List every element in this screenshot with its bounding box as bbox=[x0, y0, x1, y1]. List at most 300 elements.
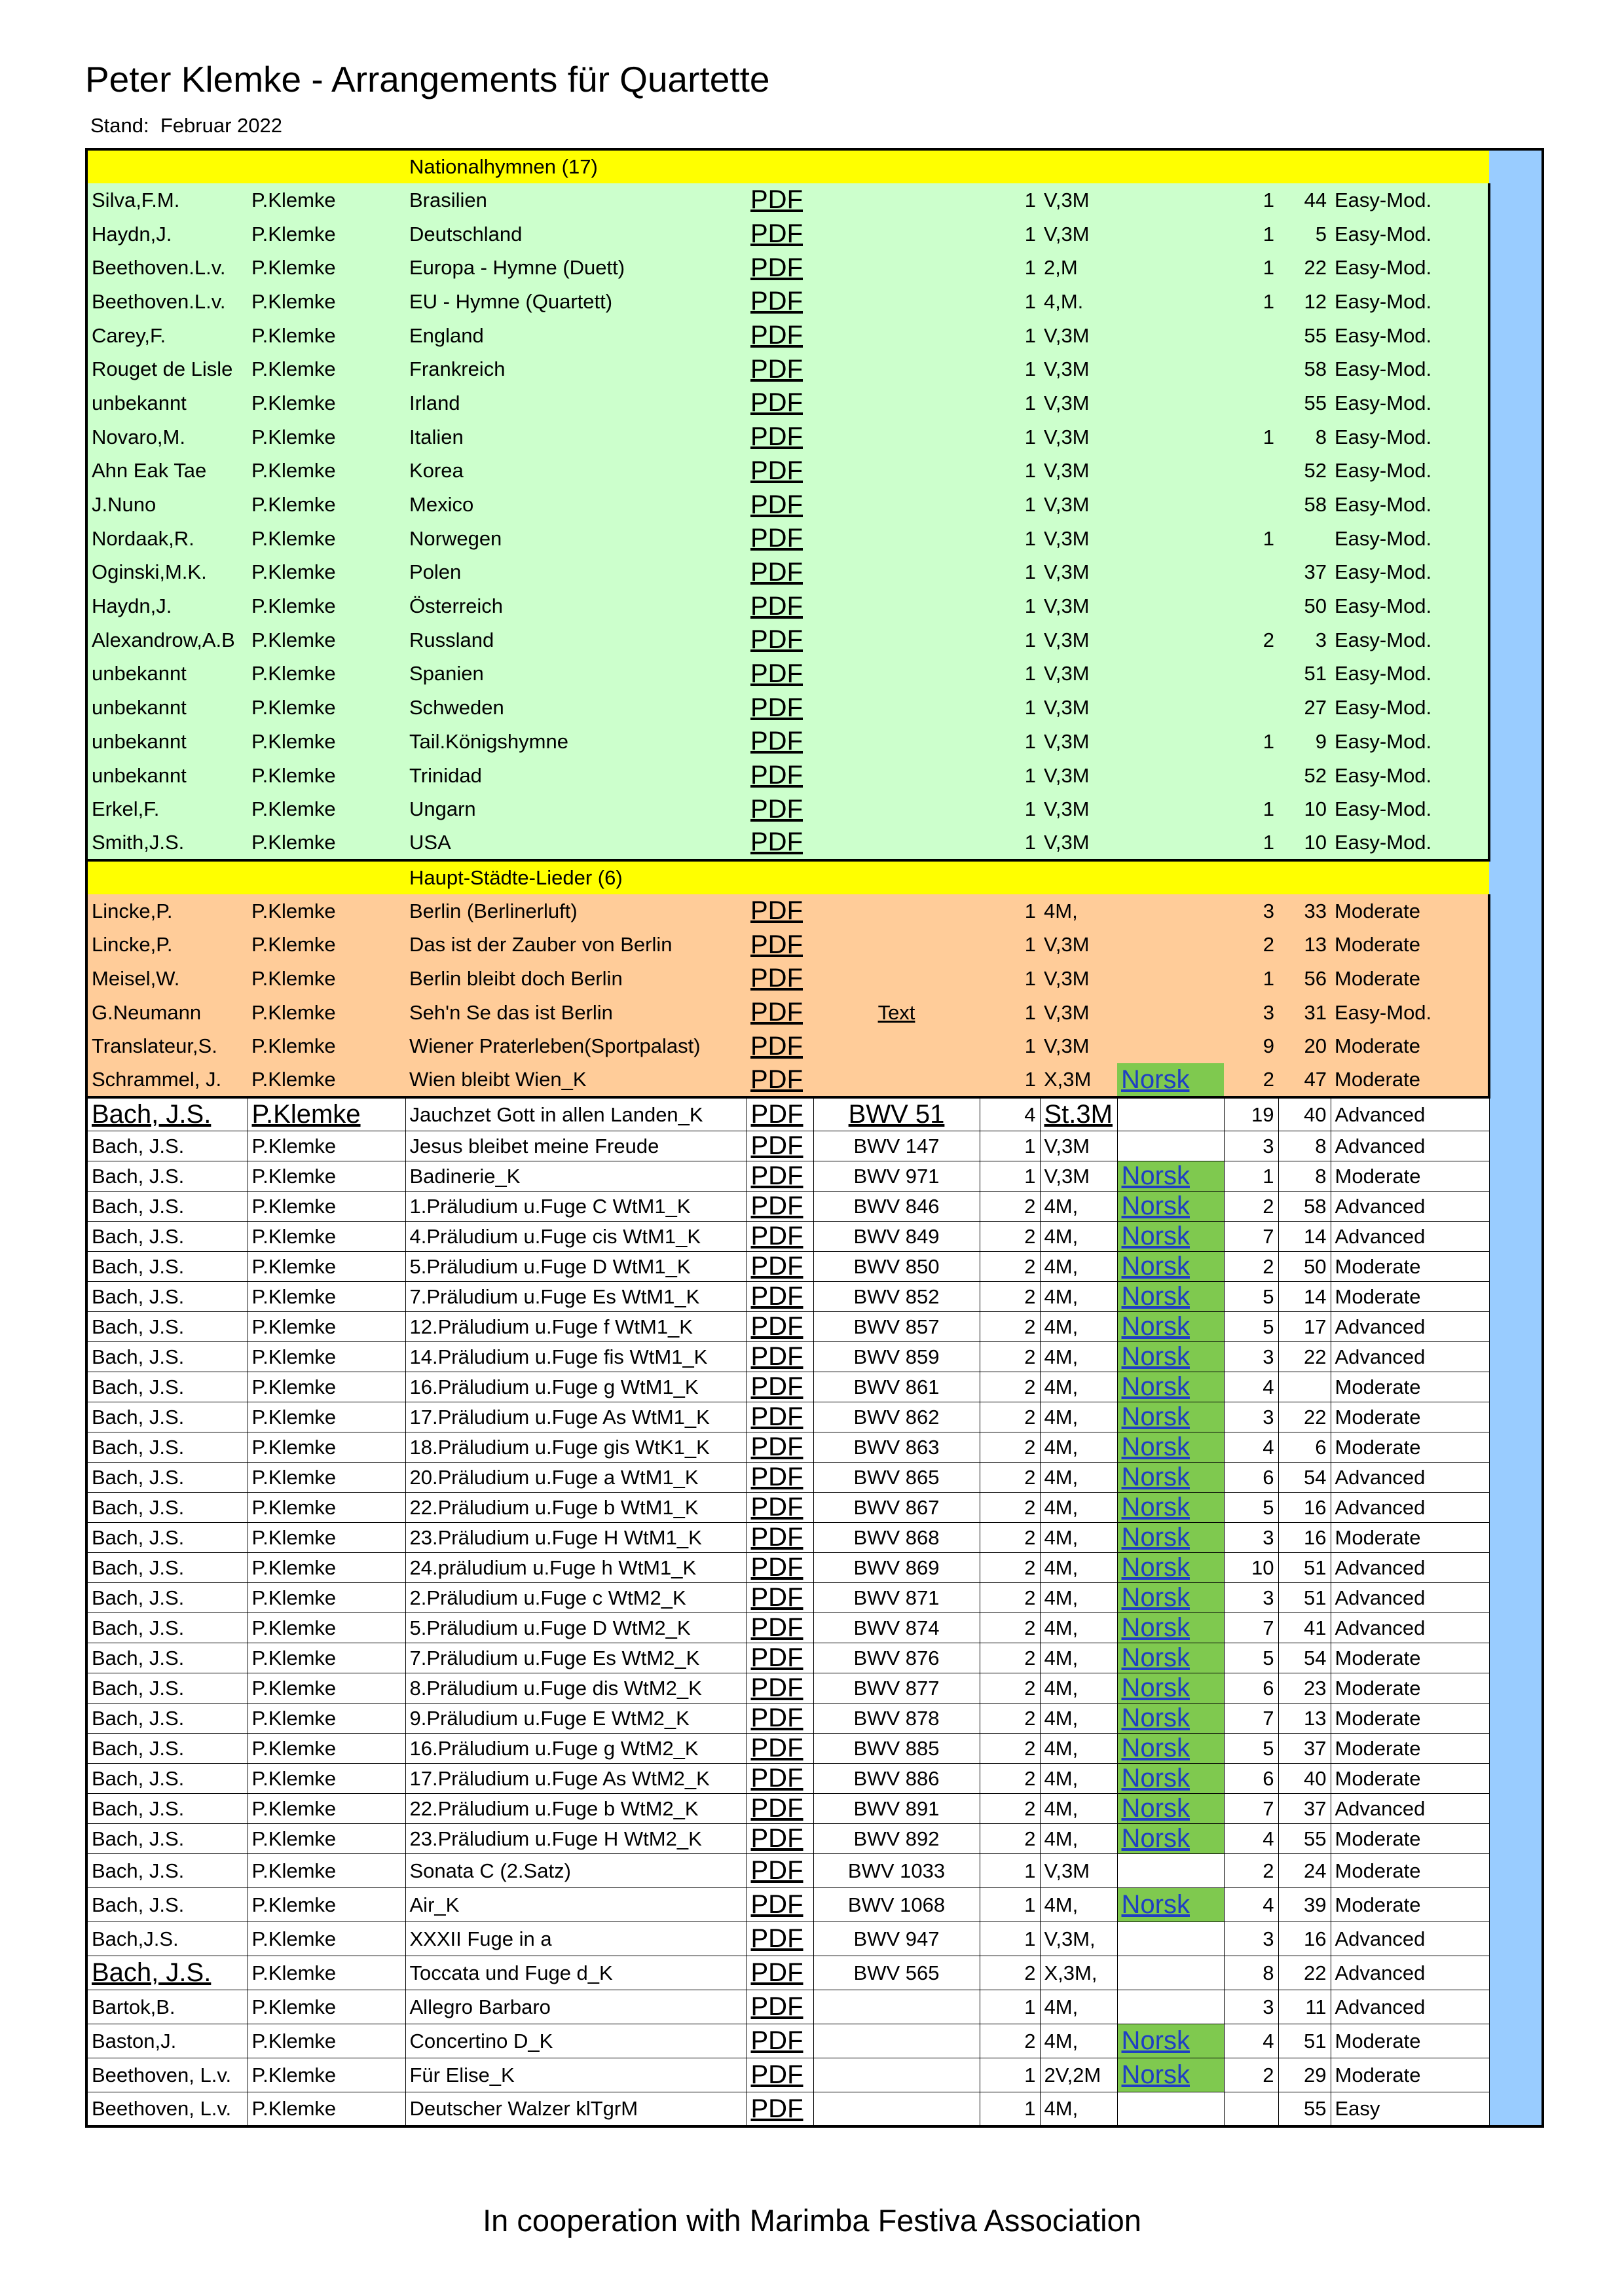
cell-level: Easy-Mod. bbox=[1331, 996, 1489, 1030]
pdf-link[interactable]: PDF bbox=[750, 693, 803, 722]
cell-minutes bbox=[1224, 589, 1278, 623]
cell-norsk-link bbox=[1117, 1583, 1224, 1613]
cell-quantity: 2 bbox=[980, 1764, 1040, 1794]
norsk-link[interactable]: Norsk bbox=[1121, 1282, 1190, 1311]
cell-quantity: 1 bbox=[980, 352, 1040, 386]
cell-instrumentation: V,3M bbox=[1040, 454, 1117, 488]
cell-bwv bbox=[813, 1063, 980, 1097]
cell-instrumentation: 4M, bbox=[1040, 1824, 1117, 1854]
cell-norsk-link bbox=[1117, 826, 1224, 860]
cell-bwv: BWV 565 bbox=[813, 1956, 980, 1990]
table-row bbox=[86, 352, 1489, 386]
pdf-link[interactable]: PDF bbox=[750, 794, 803, 824]
pdf-link[interactable]: PDF bbox=[750, 1992, 803, 2022]
norsk-link[interactable]: Norsk bbox=[1121, 1764, 1190, 1793]
cell-arranger: P.Klemke bbox=[248, 251, 405, 285]
norsk-link[interactable]: Norsk bbox=[1121, 2026, 1190, 2056]
table-row bbox=[86, 792, 1489, 826]
norsk-link[interactable]: Norsk bbox=[1121, 1402, 1190, 1432]
cell-level: Moderate bbox=[1331, 1523, 1489, 1553]
table-row bbox=[86, 725, 1489, 759]
cell-seconds: 58 bbox=[1278, 1192, 1331, 1222]
cell-title: 16.Präludium u.Fuge g WtM1_K bbox=[405, 1372, 747, 1402]
cell-composer: Bach, J.S. bbox=[86, 1613, 248, 1643]
cell-instrumentation: X,3M, bbox=[1040, 1956, 1117, 1990]
cell-pdf-link bbox=[747, 1990, 813, 2024]
cell-seconds: 8 bbox=[1278, 1131, 1331, 1161]
cell-pdf-link bbox=[747, 1613, 813, 1643]
pdf-link[interactable]: PDF bbox=[750, 1252, 803, 1281]
cell-bwv: BWV 877 bbox=[813, 1673, 980, 1704]
cell-minutes bbox=[1224, 352, 1278, 386]
cell-level: Advanced bbox=[1331, 1990, 1489, 2024]
cell-title: 14.Präludium u.Fuge fis WtM1_K bbox=[405, 1342, 747, 1372]
pdf-link[interactable]: PDF bbox=[750, 1463, 803, 1492]
pdf-link[interactable]: PDF bbox=[750, 1734, 803, 1763]
cell-title: Österreich bbox=[405, 589, 747, 623]
table-row bbox=[86, 488, 1489, 522]
cell-bwv: BWV 1033 bbox=[813, 1854, 980, 1888]
cell-arranger: P.Klemke bbox=[248, 1613, 405, 1643]
pdf-link[interactable]: PDF bbox=[750, 219, 803, 249]
cell-norsk-link bbox=[1117, 1888, 1224, 1922]
cell-title: Jauchzet Gott in allen Landen_K bbox=[405, 1097, 747, 1131]
cell-composer: Meisel,W. bbox=[86, 962, 248, 996]
cell-bwv: BWV 874 bbox=[813, 1613, 980, 1643]
pdf-link[interactable]: PDF bbox=[750, 1553, 803, 1582]
cell-composer: Haydn,J. bbox=[86, 589, 248, 623]
pdf-link[interactable]: PDF bbox=[750, 1065, 803, 1094]
pdf-link[interactable]: PDF bbox=[750, 828, 803, 857]
cell-level: Advanced bbox=[1331, 1613, 1489, 1643]
cell-minutes: 3 bbox=[1224, 1342, 1278, 1372]
table-row bbox=[86, 1922, 1489, 1956]
cell-bwv bbox=[813, 556, 980, 590]
cell-quantity: 2 bbox=[980, 1402, 1040, 1432]
cell-quantity: 1 bbox=[980, 285, 1040, 319]
cell-pdf-link bbox=[747, 556, 813, 590]
table-row bbox=[86, 2092, 1489, 2126]
cell-instrumentation: 4M, bbox=[1040, 1704, 1117, 1734]
cell-minutes: 1 bbox=[1224, 826, 1278, 860]
cell-arranger: P.Klemke bbox=[248, 962, 405, 996]
cell-composer: Bach, J.S. bbox=[86, 1402, 248, 1432]
cell-quantity: 1 bbox=[980, 691, 1040, 725]
table-row bbox=[86, 454, 1489, 488]
cell-quantity: 2 bbox=[980, 1643, 1040, 1673]
cell-bwv: BWV 1068 bbox=[813, 1888, 980, 1922]
pdf-link[interactable]: PDF bbox=[750, 253, 803, 282]
cell-norsk-link bbox=[1117, 352, 1224, 386]
cell-title: 16.Präludium u.Fuge g WtM2_K bbox=[405, 1734, 747, 1764]
cell-bwv: BWV 859 bbox=[813, 1342, 980, 1372]
cell-bwv bbox=[813, 2058, 980, 2092]
cell-quantity: 1 bbox=[980, 589, 1040, 623]
pdf-link[interactable]: PDF bbox=[750, 321, 803, 350]
norsk-link[interactable]: Norsk bbox=[1121, 1523, 1190, 1552]
cell-seconds: 54 bbox=[1278, 1463, 1331, 1493]
norsk-link[interactable]: Norsk bbox=[1121, 1553, 1190, 1582]
cell-composer: Bach, J.S. bbox=[86, 1643, 248, 1673]
norsk-link[interactable]: Norsk bbox=[1121, 1734, 1190, 1763]
link-composer[interactable]: Bach, J.S. bbox=[92, 1100, 212, 1129]
cell-quantity: 1 bbox=[980, 251, 1040, 285]
cell-arranger: P.Klemke bbox=[248, 1583, 405, 1613]
cell-arranger: P.Klemke bbox=[248, 589, 405, 623]
pdf-link[interactable]: PDF bbox=[750, 1222, 803, 1251]
cell-title: Korea bbox=[405, 454, 747, 488]
cell-minutes bbox=[1224, 454, 1278, 488]
cell-arranger: P.Klemke bbox=[248, 386, 405, 420]
cell-bwv bbox=[813, 2092, 980, 2126]
link-bwv[interactable]: BWV 51 bbox=[848, 1100, 945, 1129]
link-instrumentation[interactable]: St.3M bbox=[1044, 1100, 1113, 1129]
cell-minutes: 5 bbox=[1224, 1312, 1278, 1342]
pdf-link[interactable]: PDF bbox=[750, 1523, 803, 1552]
norsk-link[interactable]: Norsk bbox=[1121, 1342, 1190, 1372]
cell-level: Moderate bbox=[1331, 1252, 1489, 1282]
cell-norsk-link bbox=[1117, 1063, 1224, 1097]
norsk-link[interactable]: Norsk bbox=[1121, 1794, 1190, 1823]
pdf-link[interactable]: PDF bbox=[750, 591, 803, 621]
cell-bwv bbox=[813, 285, 980, 319]
cell-title: Polen bbox=[405, 556, 747, 590]
cell-instrumentation: 4M, bbox=[1040, 894, 1117, 928]
section-header-spacer bbox=[86, 149, 405, 183]
cell-bwv bbox=[813, 1990, 980, 2024]
cell-composer bbox=[86, 1956, 248, 1990]
cell-title: XXXII Fuge in a bbox=[405, 1922, 747, 1956]
cell-pdf-link bbox=[747, 928, 813, 962]
cell-seconds: 39 bbox=[1278, 1888, 1331, 1922]
table-row bbox=[86, 2024, 1489, 2058]
cell-pdf-link bbox=[747, 826, 813, 860]
cell-pdf-link bbox=[747, 1030, 813, 1064]
pdf-link[interactable]: PDF bbox=[750, 998, 803, 1027]
cell-quantity: 2 bbox=[980, 1824, 1040, 1854]
pdf-link[interactable]: PDF bbox=[750, 1161, 803, 1191]
cell-arranger: P.Klemke bbox=[248, 1030, 405, 1064]
cell-composer: unbekannt bbox=[86, 759, 248, 793]
cell-bwv: BWV 862 bbox=[813, 1402, 980, 1432]
cell-bwv bbox=[813, 183, 980, 217]
cell-title: Deutscher Walzer klTgrM bbox=[405, 2092, 747, 2126]
cell-title: 2.Präludium u.Fuge c WtM2_K bbox=[405, 1583, 747, 1613]
cell-title: Europa - Hymne (Duett) bbox=[405, 251, 747, 285]
cell-quantity: 1 bbox=[980, 420, 1040, 454]
pdf-link[interactable]: PDF bbox=[750, 1890, 803, 1920]
cell-norsk-link bbox=[1117, 623, 1224, 657]
cell-norsk-link bbox=[1117, 1097, 1224, 1131]
pdf-link[interactable]: PDF bbox=[750, 1100, 803, 1129]
cell-arranger: P.Klemke bbox=[248, 1192, 405, 1222]
cell-composer: Bartok,B. bbox=[86, 1990, 248, 2024]
norsk-link[interactable]: Norsk bbox=[1121, 1613, 1190, 1643]
cell-title: Berlin (Berlinerluft) bbox=[405, 894, 747, 928]
cell-title: USA bbox=[405, 826, 747, 860]
table-row bbox=[86, 1161, 1489, 1192]
cell-pdf-link bbox=[747, 962, 813, 996]
cell-quantity: 1 bbox=[980, 522, 1040, 556]
cell-instrumentation: X,3M bbox=[1040, 1063, 1117, 1097]
pdf-link[interactable]: PDF bbox=[750, 1372, 803, 1402]
cell-composer: Bach, J.S. bbox=[86, 1704, 248, 1734]
cell-pdf-link bbox=[747, 183, 813, 217]
cell-level: Easy-Mod. bbox=[1331, 792, 1489, 826]
pdf-link[interactable]: PDF bbox=[750, 185, 803, 215]
cell-minutes: 6 bbox=[1224, 1463, 1278, 1493]
cell-norsk-link bbox=[1117, 1131, 1224, 1161]
cell-quantity: 1 bbox=[980, 319, 1040, 353]
cell-arranger: P.Klemke bbox=[248, 657, 405, 691]
norsk-link[interactable]: Norsk bbox=[1121, 1192, 1190, 1221]
cell-pdf-link bbox=[747, 488, 813, 522]
cell-instrumentation: V,3M bbox=[1040, 1131, 1117, 1161]
pdf-link[interactable]: PDF bbox=[750, 1824, 803, 1853]
cell-instrumentation: V,3M bbox=[1040, 792, 1117, 826]
pdf-link[interactable]: PDF bbox=[750, 1924, 803, 1954]
pdf-link[interactable]: PDF bbox=[750, 354, 803, 384]
cell-bwv: BWV 892 bbox=[813, 1824, 980, 1854]
cell-quantity: 2 bbox=[980, 1252, 1040, 1282]
cell-quantity: 1 bbox=[980, 826, 1040, 860]
pdf-link[interactable]: PDF bbox=[750, 1764, 803, 1793]
cell-seconds: 41 bbox=[1278, 1613, 1331, 1643]
norsk-link[interactable]: Norsk bbox=[1121, 1463, 1190, 1492]
cell-composer: Bach, J.S. bbox=[86, 1854, 248, 1888]
cell-minutes: 4 bbox=[1224, 1888, 1278, 1922]
pdf-link[interactable]: PDF bbox=[750, 727, 803, 756]
cell-seconds: 31 bbox=[1278, 996, 1331, 1030]
cell-composer: Novaro,M. bbox=[86, 420, 248, 454]
norsk-link[interactable]: Norsk bbox=[1121, 1673, 1190, 1703]
cell-norsk-link bbox=[1117, 759, 1224, 793]
pdf-link[interactable]: PDF bbox=[750, 761, 803, 790]
cell-seconds: 5 bbox=[1278, 217, 1331, 251]
pdf-link[interactable]: PDF bbox=[750, 1493, 803, 1522]
norsk-link[interactable]: Norsk bbox=[1121, 1643, 1190, 1673]
cell-arranger: P.Klemke bbox=[248, 928, 405, 962]
cell-title: 9.Präludium u.Fuge E WtM2_K bbox=[405, 1704, 747, 1734]
cell-level: Moderate bbox=[1331, 962, 1489, 996]
norsk-link[interactable]: Norsk bbox=[1121, 1372, 1190, 1402]
cell-instrumentation: 4M, bbox=[1040, 1312, 1117, 1342]
cell-level: Easy-Mod. bbox=[1331, 488, 1489, 522]
link-arranger[interactable]: P.Klemke bbox=[251, 1100, 361, 1129]
table-row bbox=[86, 1553, 1489, 1583]
norsk-link[interactable]: Norsk bbox=[1121, 2060, 1190, 2090]
cell-title: 7.Präludium u.Fuge Es WtM2_K bbox=[405, 1643, 747, 1673]
cell-bwv: BWV 891 bbox=[813, 1794, 980, 1824]
norsk-link[interactable]: Norsk bbox=[1121, 1432, 1190, 1462]
cell-minutes: 3 bbox=[1224, 1922, 1278, 1956]
cell-instrumentation: V,3M bbox=[1040, 352, 1117, 386]
pdf-link[interactable]: PDF bbox=[750, 557, 803, 587]
cell-title: Brasilien bbox=[405, 183, 747, 217]
cell-level: Moderate bbox=[1331, 1402, 1489, 1432]
pdf-link[interactable]: PDF bbox=[750, 287, 803, 316]
text-link[interactable]: Text bbox=[877, 1000, 915, 1024]
cell-minutes: 3 bbox=[1224, 1990, 1278, 2024]
cell-minutes bbox=[1224, 488, 1278, 522]
pdf-link[interactable]: PDF bbox=[750, 1131, 803, 1161]
cell-title: Sonata C (2.Satz) bbox=[405, 1854, 747, 1888]
cell-seconds: 52 bbox=[1278, 454, 1331, 488]
pdf-link[interactable]: PDF bbox=[750, 1704, 803, 1733]
cell-level: Easy-Mod. bbox=[1331, 352, 1489, 386]
norsk-link[interactable]: Norsk bbox=[1121, 1312, 1190, 1341]
table-row bbox=[86, 420, 1489, 454]
pdf-link[interactable]: PDF bbox=[750, 1613, 803, 1643]
table-row bbox=[86, 319, 1489, 353]
norsk-link[interactable]: Norsk bbox=[1121, 1252, 1190, 1281]
cell-instrumentation: 2V,2M bbox=[1040, 2058, 1117, 2092]
cell-level: Advanced bbox=[1331, 1097, 1489, 1131]
cell-quantity: 1 bbox=[980, 2092, 1040, 2126]
cell-seconds: 20 bbox=[1278, 1030, 1331, 1064]
cell-title: Berlin bleibt doch Berlin bbox=[405, 962, 747, 996]
cell-quantity: 1 bbox=[980, 183, 1040, 217]
link-composer[interactable]: Bach, J.S. bbox=[92, 1958, 212, 1988]
norsk-link[interactable]: Norsk bbox=[1121, 1493, 1190, 1522]
cell-instrumentation: 4M, bbox=[1040, 1613, 1117, 1643]
cell-minutes: 7 bbox=[1224, 1613, 1278, 1643]
cell-minutes: 2 bbox=[1224, 623, 1278, 657]
cell-norsk-link bbox=[1117, 1673, 1224, 1704]
cell-minutes: 3 bbox=[1224, 1131, 1278, 1161]
table-row bbox=[86, 1764, 1489, 1794]
cell-minutes bbox=[1224, 319, 1278, 353]
cell-composer: Lincke,P. bbox=[86, 894, 248, 928]
cell-instrumentation: 4M, bbox=[1040, 1794, 1117, 1824]
pdf-link[interactable]: PDF bbox=[750, 1673, 803, 1703]
cell-bwv bbox=[813, 352, 980, 386]
cell-minutes: 1 bbox=[1224, 962, 1278, 996]
cell-instrumentation: V,3M bbox=[1040, 386, 1117, 420]
cell-norsk-link bbox=[1117, 1463, 1224, 1493]
cell-minutes: 1 bbox=[1224, 420, 1278, 454]
cell-minutes bbox=[1224, 2092, 1278, 2126]
table-row bbox=[86, 1402, 1489, 1432]
pdf-link[interactable]: PDF bbox=[750, 2026, 803, 2056]
cell-instrumentation: V,3M bbox=[1040, 928, 1117, 962]
cell-minutes: 10 bbox=[1224, 1553, 1278, 1583]
cell-arranger: P.Klemke bbox=[248, 454, 405, 488]
table-row bbox=[86, 1888, 1489, 1922]
pdf-link[interactable]: PDF bbox=[750, 1794, 803, 1823]
pdf-link[interactable]: PDF bbox=[750, 456, 803, 485]
cell-instrumentation: V,3M bbox=[1040, 691, 1117, 725]
norsk-link[interactable]: Norsk bbox=[1121, 1704, 1190, 1733]
cell-bwv bbox=[813, 420, 980, 454]
cell-instrumentation: 4M, bbox=[1040, 2092, 1117, 2126]
pdf-link[interactable]: PDF bbox=[750, 1432, 803, 1462]
pdf-link[interactable]: PDF bbox=[750, 1312, 803, 1341]
cell-minutes: 4 bbox=[1224, 2024, 1278, 2058]
pdf-link[interactable]: PDF bbox=[750, 1643, 803, 1673]
norsk-link[interactable]: Norsk bbox=[1121, 1161, 1190, 1191]
cell-seconds: 55 bbox=[1278, 386, 1331, 420]
norsk-link[interactable]: Norsk bbox=[1121, 1890, 1190, 1920]
cell-composer: Alexandrow,A.B bbox=[86, 623, 248, 657]
pdf-link[interactable]: PDF bbox=[750, 1031, 803, 1061]
cell-instrumentation: 4M, bbox=[1040, 1764, 1117, 1794]
pdf-link[interactable]: PDF bbox=[750, 1856, 803, 1886]
cell-arranger: P.Klemke bbox=[248, 1704, 405, 1734]
cell-composer: unbekannt bbox=[86, 386, 248, 420]
cell-title: England bbox=[405, 319, 747, 353]
cell-seconds: 22 bbox=[1278, 1342, 1331, 1372]
cell-quantity: 1 bbox=[980, 1990, 1040, 2024]
cell-title: Deutschland bbox=[405, 217, 747, 251]
cell-minutes: 5 bbox=[1224, 1493, 1278, 1523]
cell-quantity: 2 bbox=[980, 1342, 1040, 1372]
pdf-link[interactable]: PDF bbox=[750, 2060, 803, 2090]
norsk-link[interactable]: Norsk bbox=[1121, 1222, 1190, 1251]
cell-title: Frankreich bbox=[405, 352, 747, 386]
cell-level: Easy-Mod. bbox=[1331, 522, 1489, 556]
cell-minutes: 2 bbox=[1224, 1252, 1278, 1282]
cell-level: Moderate bbox=[1331, 1888, 1489, 1922]
pdf-link[interactable]: PDF bbox=[750, 1958, 803, 1988]
pdf-link[interactable]: PDF bbox=[750, 422, 803, 452]
cell-title: Badinerie_K bbox=[405, 1161, 747, 1192]
pdf-link[interactable]: PDF bbox=[750, 388, 803, 418]
table-row bbox=[86, 1643, 1489, 1673]
cell-level: Moderate bbox=[1331, 1854, 1489, 1888]
pdf-link[interactable]: PDF bbox=[750, 524, 803, 553]
norsk-link[interactable]: Norsk bbox=[1121, 1824, 1190, 1853]
cell-norsk-link bbox=[1117, 1342, 1224, 1372]
cell-seconds: 56 bbox=[1278, 962, 1331, 996]
cell-level: Easy-Mod. bbox=[1331, 217, 1489, 251]
pdf-link[interactable]: PDF bbox=[750, 1402, 803, 1432]
cell-composer bbox=[86, 1097, 248, 1131]
pdf-link[interactable]: PDF bbox=[750, 896, 803, 926]
norsk-link[interactable]: Norsk bbox=[1121, 1065, 1190, 1094]
pdf-link[interactable]: PDF bbox=[750, 659, 803, 688]
cell-quantity: 2 bbox=[980, 1794, 1040, 1824]
cell-composer: Nordaak,R. bbox=[86, 522, 248, 556]
cell-instrumentation: V,3M bbox=[1040, 725, 1117, 759]
pdf-link[interactable]: PDF bbox=[750, 1282, 803, 1311]
cell-composer: Beethoven.L.v. bbox=[86, 251, 248, 285]
pdf-link[interactable]: PDF bbox=[750, 964, 803, 993]
cell-composer: Carey,F. bbox=[86, 319, 248, 353]
cell-norsk-link bbox=[1117, 1922, 1224, 1956]
cell-composer: Bach, J.S. bbox=[86, 1222, 248, 1252]
cell-level: Advanced bbox=[1331, 1493, 1489, 1523]
pdf-link[interactable]: PDF bbox=[750, 490, 803, 519]
table-row bbox=[86, 1493, 1489, 1523]
pdf-link[interactable]: PDF bbox=[750, 2094, 803, 2123]
cell-arranger: P.Klemke bbox=[248, 691, 405, 725]
cell-title: Das ist der Zauber von Berlin bbox=[405, 928, 747, 962]
pdf-link[interactable]: PDF bbox=[750, 625, 803, 655]
cell-bwv bbox=[813, 657, 980, 691]
norsk-link[interactable]: Norsk bbox=[1121, 1583, 1190, 1613]
cell-minutes: 1 bbox=[1224, 725, 1278, 759]
pdf-link[interactable]: PDF bbox=[750, 930, 803, 959]
cell-quantity: 2 bbox=[980, 1583, 1040, 1613]
cell-norsk-link bbox=[1117, 1613, 1224, 1643]
cell-title: 20.Präludium u.Fuge a WtM1_K bbox=[405, 1463, 747, 1493]
pdf-link[interactable]: PDF bbox=[750, 1342, 803, 1372]
pdf-link[interactable]: PDF bbox=[750, 1192, 803, 1221]
pdf-link[interactable]: PDF bbox=[750, 1583, 803, 1613]
section-header bbox=[86, 860, 1489, 894]
cell-composer: Beethoven.L.v. bbox=[86, 285, 248, 319]
